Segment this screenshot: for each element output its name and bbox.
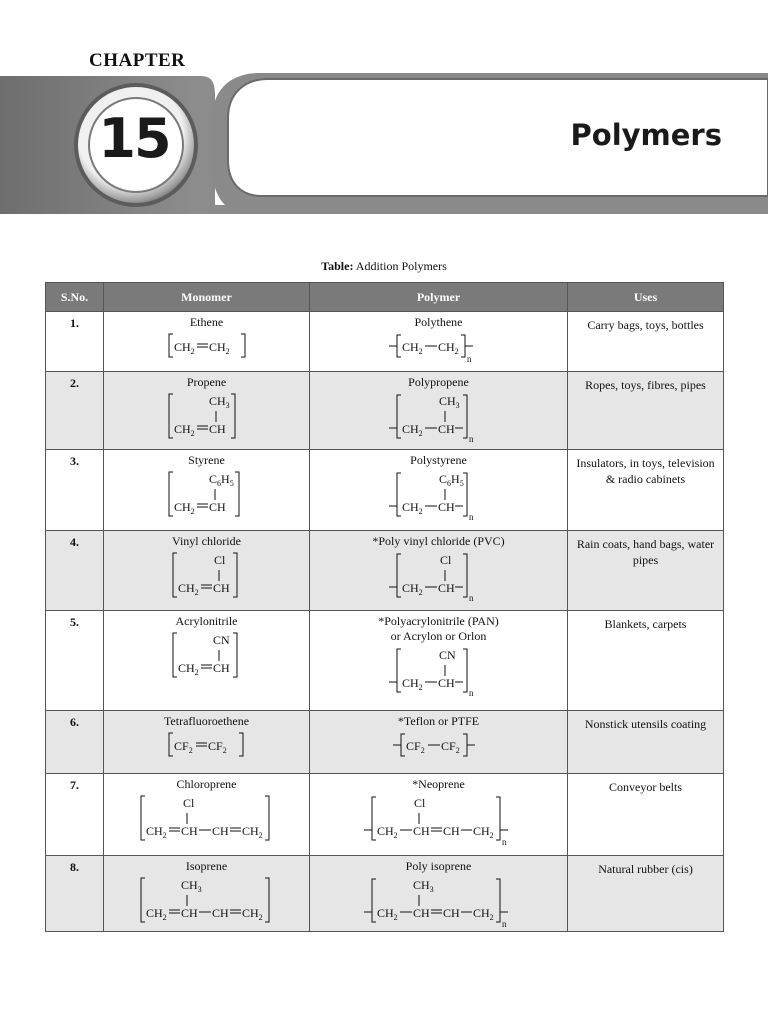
row-sno: 6. [46, 711, 104, 774]
svg-text:CH3: $CH_3$ [208, 394, 230, 410]
uses-text: Nonstick utensils coating [584, 717, 707, 731]
chapter-label: CHAPTER [89, 50, 186, 71]
svg-text:Cl: Cl [413, 796, 425, 810]
svg-text:CH: CH [437, 500, 455, 514]
svg-text:CH2: $CH_2$ [376, 824, 398, 840]
polymer-name-line2: or Acrylon or Orlon [390, 629, 487, 643]
svg-text:CH2: $CH_2$ [376, 906, 398, 922]
row-sno: 4. [46, 531, 104, 611]
polymer-cell [310, 450, 568, 531]
uses-text: Rain coats, hand bags, water pipes [576, 537, 715, 567]
monomer-cell [104, 711, 310, 774]
svg-text:CH3: $CH_3$ [412, 878, 434, 894]
header-monomer: Monomer [104, 283, 310, 312]
svg-text:n: n [501, 837, 506, 847]
svg-text:CH: CH [442, 824, 460, 838]
polymer-formula [389, 644, 489, 698]
uses-cell [568, 450, 724, 531]
polymer-cell [310, 372, 568, 450]
polymer-formula [389, 468, 489, 522]
monomer-formula [167, 729, 247, 761]
svg-text:CH: CH [211, 906, 229, 920]
monomer-cell [104, 531, 310, 611]
table-row [46, 450, 724, 531]
row-sno: 2. [46, 372, 104, 450]
polymer-formula [364, 792, 514, 848]
polymer-cell [310, 611, 568, 711]
svg-text:n: n [501, 919, 506, 929]
table-header-row [46, 283, 724, 312]
svg-text:CN: CN [438, 648, 456, 662]
polymer-name: Polystyrene [410, 453, 467, 467]
svg-text:CH2: $CH_2$ [177, 581, 199, 597]
uses-cell [568, 372, 724, 450]
monomer-formula [167, 330, 247, 362]
svg-text:CF2: $CF_2$ [405, 739, 425, 755]
table-row [46, 312, 724, 372]
svg-text:CH2: $CH_2$ [173, 422, 195, 438]
uses-cell [568, 312, 724, 372]
monomer-name: Vinyl chloride [172, 534, 241, 548]
svg-text:CH: CH [180, 906, 198, 920]
table-row [46, 372, 724, 450]
header-sno: S.No. [46, 283, 104, 312]
svg-text:CH: CH [437, 676, 455, 690]
chapter-title: Polymers [570, 118, 722, 152]
svg-text:n: n [468, 688, 473, 698]
svg-text:CH: CH [412, 906, 430, 920]
row-sno: 3. [46, 450, 104, 531]
table-caption-label: Table: [321, 259, 354, 273]
monomer-formula [171, 549, 243, 601]
polymer-cell [310, 856, 568, 932]
polymer-formula [364, 874, 514, 930]
svg-text:CH2: $CH_2$ [401, 676, 423, 692]
svg-text:CH: CH [208, 500, 226, 514]
monomer-name: Ethene [189, 315, 224, 329]
svg-text:CH3: $CH_3$ [180, 878, 202, 894]
monomer-cell [104, 774, 310, 856]
svg-text:CH2: $CH_2$ [173, 340, 195, 356]
polymer-name: Poly isoprene [405, 859, 472, 873]
polymer-name: *Neoprene [412, 777, 465, 791]
monomer-name: Tetrafluoroethene [163, 714, 250, 728]
monomer-name: Propene [186, 375, 227, 389]
chapter-number: 15 [98, 107, 170, 170]
svg-text:CH2: $CH_2$ [208, 340, 230, 356]
polymer-name: *Teflon or PTFE [397, 714, 480, 728]
table-row [46, 856, 724, 932]
polymer-cell [310, 774, 568, 856]
monomer-cell [104, 450, 310, 531]
svg-text:CH2: $CH_2$ [241, 906, 263, 922]
svg-text:Cl: Cl [182, 796, 194, 810]
svg-text:CH: CH [412, 824, 430, 838]
row-sno: 5. [46, 611, 104, 711]
table-caption [0, 259, 768, 274]
svg-text:CH2: $CH_2$ [177, 661, 199, 677]
svg-text:C6H5: $C_6H_5$ [438, 472, 464, 488]
uses-cell [568, 711, 724, 774]
svg-text:Cl: Cl [439, 553, 451, 567]
monomer-cell [104, 611, 310, 711]
polymer-cell [310, 531, 568, 611]
svg-text:n: n [468, 434, 473, 444]
svg-text:CH: CH [442, 906, 460, 920]
monomer-name: Isoprene [185, 859, 228, 873]
svg-text:CH2: $CH_2$ [472, 824, 494, 840]
svg-text:CH2: $CH_2$ [401, 581, 423, 597]
uses-cell [568, 774, 724, 856]
monomer-formula [139, 874, 275, 928]
table-row [46, 531, 724, 611]
svg-text:CH2: $CH_2$ [173, 500, 195, 516]
svg-text:CH: CH [208, 422, 226, 436]
polymer-name: Polypropene [408, 375, 469, 389]
monomer-cell [104, 312, 310, 372]
svg-text:CF2: $CF_2$ [207, 739, 227, 755]
uses-text: Conveyor belts [609, 780, 682, 794]
svg-text:CH2: $CH_2$ [241, 824, 263, 840]
svg-text:CH2: $CH_2$ [401, 422, 423, 438]
svg-text:Cl: Cl [213, 553, 225, 567]
monomer-formula [139, 792, 275, 846]
svg-text:CH2: $CH_2$ [401, 340, 423, 356]
polymer-name: *Polyacrylonitrile (PAN) [378, 614, 499, 628]
monomer-name: Chloroprene [176, 777, 237, 791]
svg-text:CH: CH [437, 581, 455, 595]
header-polymer: Polymer [310, 283, 568, 312]
uses-text: Insulators, in toys, television & radio cabinets [576, 456, 715, 486]
monomer-cell [104, 372, 310, 450]
polymer-formula [393, 729, 485, 761]
monomer-cell [104, 856, 310, 932]
row-sno: 7. [46, 774, 104, 856]
monomer-formula [167, 390, 247, 442]
table-caption-text: Addition Polymers [353, 259, 447, 273]
svg-text:CH2: $CH_2$ [401, 500, 423, 516]
uses-text: Blankets, carpets [604, 617, 687, 631]
polymer-name: *Poly vinyl chloride (PVC) [372, 534, 505, 548]
polymer-formula [389, 330, 489, 362]
svg-text:CH: CH [437, 422, 455, 436]
svg-text:CH: CH [212, 661, 230, 675]
svg-text:CH3: $CH_3$ [438, 394, 460, 410]
svg-text:CH2: $CH_2$ [437, 340, 459, 356]
header-uses: Uses [568, 283, 724, 312]
monomer-formula [171, 629, 243, 681]
table-row [46, 711, 724, 774]
uses-text: Natural rubber (cis) [598, 862, 693, 876]
monomer-name: Acrylonitrile [175, 614, 238, 628]
table-row [46, 774, 724, 856]
polymer-cell [310, 711, 568, 774]
uses-text: Carry bags, toys, bottles [587, 318, 704, 332]
svg-text:n: n [468, 593, 473, 603]
svg-text:CN: CN [212, 633, 230, 647]
uses-text: Ropes, toys, fibres, pipes [585, 378, 706, 392]
addition-polymers-table [45, 282, 724, 932]
monomer-formula [167, 468, 247, 520]
polymer-cell [310, 312, 568, 372]
svg-text:n: n [466, 354, 471, 364]
svg-text:CH: CH [211, 824, 229, 838]
svg-text:CH2: $CH_2$ [472, 906, 494, 922]
svg-text:CF2: $CF_2$ [440, 739, 460, 755]
polymer-name: Polythene [414, 315, 463, 329]
row-sno: 1. [46, 312, 104, 372]
svg-text:n: n [468, 512, 473, 522]
svg-text:C6H5: $C_6H_5$ [208, 472, 234, 488]
svg-text:CF2: $CF_2$ [173, 739, 193, 755]
uses-cell [568, 856, 724, 932]
svg-text:CH2: $CH_2$ [145, 824, 167, 840]
polymer-formula [389, 390, 489, 444]
uses-cell [568, 531, 724, 611]
svg-text:CH2: $CH_2$ [145, 906, 167, 922]
svg-text:CH: CH [212, 581, 230, 595]
table-row [46, 611, 724, 711]
row-sno: 8. [46, 856, 104, 932]
uses-cell [568, 611, 724, 711]
svg-text:CH: CH [180, 824, 198, 838]
polymer-formula [389, 549, 489, 603]
monomer-name: Styrene [188, 453, 225, 467]
